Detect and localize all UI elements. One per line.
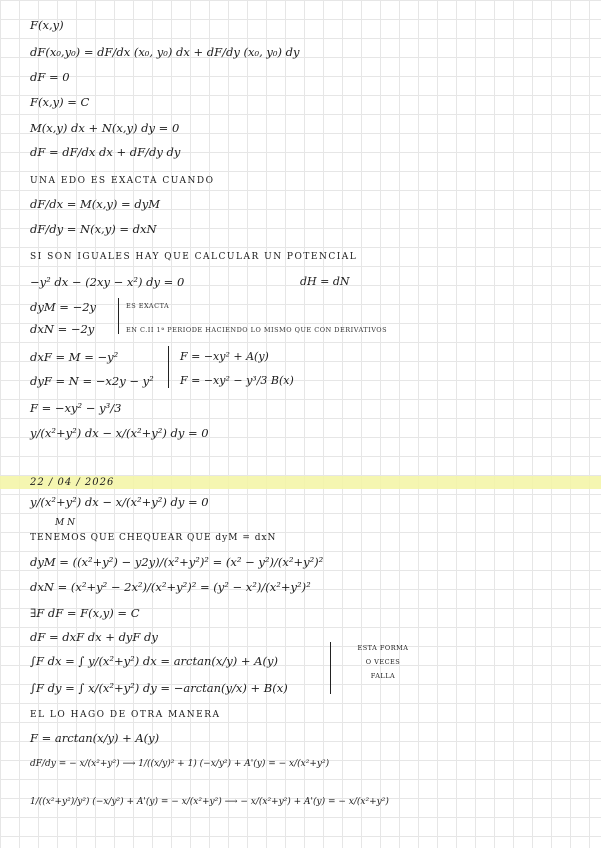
line-9: dF/dy = N(x,y) = dxN	[30, 222, 157, 236]
brace-right	[168, 346, 169, 388]
line-10: SI SON IGUALES HAY QUE CALCULAR UN POTENCIAL	[30, 252, 358, 262]
line-12: dyM = −2y	[30, 300, 97, 314]
line-3: dF = 0	[30, 70, 70, 84]
line-28: F = arctan(x/y) + A(y)	[30, 731, 160, 745]
line-21: dyM = ((x²+y²) − y2y)/(x²+y²)² = (x² − y²)/(x²+y²)²	[30, 555, 324, 569]
side-f2: F = −xy² − y³/3 B(x)	[180, 374, 294, 387]
line-4: F(x,y) = C	[30, 95, 90, 109]
line-19: M N	[55, 518, 75, 528]
note-line-2: O VECES	[365, 658, 401, 666]
line-13: dxN = −2y	[30, 322, 95, 336]
line-17: y/(x²+y²) dx − x/(x²+y²) dy = 0	[30, 426, 209, 440]
side-dh: dH = dN	[300, 275, 350, 288]
line-16: F = −xy² − y³/3	[30, 401, 122, 415]
line-27: EL LO HAGO DE OTRA MANERA	[30, 710, 221, 720]
side-note	[348, 641, 418, 683]
side-en-cii: EN C.II 1ª PERIODE HACIENDO LO MISMO QUE CON DERIVATIVOS	[126, 326, 388, 334]
line-11: −y² dx − (2xy − x²) dy = 0	[30, 275, 185, 289]
line-15: dyF = N = −x2y − y²	[30, 374, 154, 388]
line-18: y/(x²+y²) dx − x/(x²+y²) dy = 0	[30, 495, 209, 509]
line-2: dF(x₀,y₀) = dF/dx (x₀, y₀) dx + dF/dy (x₀, y₀) dy	[30, 45, 300, 59]
line-25: ∫F dx = ∫ y/(x²+y²) dx = arctan(x/y) + A(y)	[30, 654, 278, 668]
line-30: 1/((x²+y²)/y²) (−x/y²) + A'(y) = − x/(x²+y²) ⟶ − x/(x²+y²) + A'(y) = − x/(x²+y²)	[30, 797, 389, 807]
line-20: TENEMOS QUE CHEQUEAR QUE dyM = dxN	[30, 533, 277, 543]
line-6: dF = dF/dx dx + dF/dy dy	[30, 145, 181, 159]
line-1: F(x,y)	[30, 18, 64, 32]
date-label: 22 / 04 / 2026	[30, 477, 115, 488]
line-29: dF/dy = − x/(x²+y²) ⟶ 1/((x/y)² + 1) (−x/y²) + A'(y) = − x/(x²+y²)	[30, 759, 330, 769]
brace-note	[330, 642, 331, 694]
line-7: UNA EDO ES EXACTA CUANDO	[30, 176, 215, 186]
brace-left	[118, 298, 119, 334]
line-23: ∃F dF = F(x,y) = C	[30, 606, 140, 620]
line-24: dF = dxF dx + dyF dy	[30, 630, 158, 644]
line-5: M(x,y) dx + N(x,y) dy = 0	[30, 121, 180, 135]
line-22: dxN = (x²+y² − 2x²)/(x²+y²)² = (y² − x²)/(x²+y²)²	[30, 580, 311, 594]
line-14: dxF = M = −y²	[30, 350, 119, 364]
line-8: dF/dx = M(x,y) = dyM	[30, 197, 160, 211]
line-26: ∫F dy = ∫ x/(x²+y²) dy = −arctan(y/x) + B(x)	[30, 681, 288, 695]
note-line-3: FALLA	[370, 672, 396, 680]
side-f1: F = −xy² + A(y)	[180, 350, 269, 363]
side-exacta: ES EXACTA	[126, 302, 170, 310]
note-line-1: ESTA FORMA	[357, 644, 409, 652]
